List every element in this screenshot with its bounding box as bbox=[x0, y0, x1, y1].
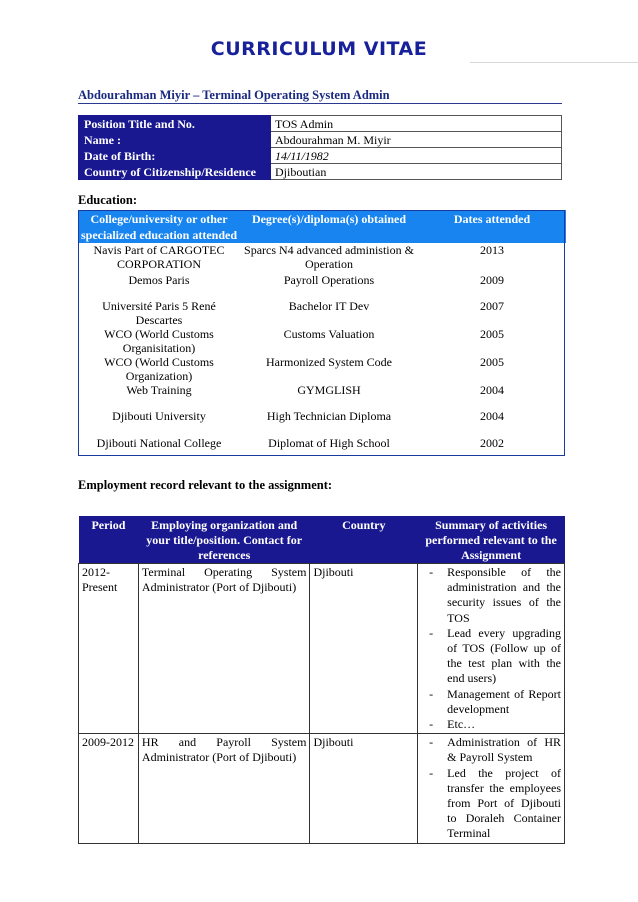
education-school: Navis Part of CARGOTEC CORPORATION bbox=[93, 243, 225, 271]
personal-info-table bbox=[78, 115, 562, 180]
education-col-school: College/university or other specialized education attended bbox=[78, 210, 240, 243]
subtitle-rule bbox=[78, 103, 562, 104]
employment-country: Djibouti bbox=[310, 734, 418, 843]
activities-list bbox=[421, 735, 561, 841]
activity-text: Management of Report development bbox=[447, 686, 561, 716]
list-item bbox=[421, 626, 561, 687]
dash-bullet: - bbox=[429, 625, 434, 640]
education-degree: Payroll Operations bbox=[283, 273, 375, 287]
info-row bbox=[79, 148, 562, 164]
dash-bullet: - bbox=[429, 735, 434, 750]
employment-table bbox=[78, 516, 565, 844]
activity-text: Etc… bbox=[447, 717, 476, 732]
title-rule bbox=[470, 62, 638, 63]
info-row bbox=[79, 132, 562, 148]
list-item bbox=[421, 766, 561, 842]
list-item bbox=[421, 735, 561, 765]
activity-text: Led the project of transfer the employees from Port of Djibouti to Doraleh Container Terminal bbox=[447, 765, 561, 841]
table-row bbox=[78, 327, 566, 355]
employment-col-organization: Employing organization and your title/position. Contact for references bbox=[138, 516, 310, 564]
list-item bbox=[421, 687, 561, 717]
education-date: 2009 bbox=[480, 273, 504, 287]
dash-bullet: - bbox=[429, 686, 434, 701]
education-degree: Bachelor IT Dev bbox=[288, 299, 370, 313]
table-row bbox=[78, 355, 566, 383]
education-col-degree: Degree(s)/diploma(s) obtained bbox=[240, 210, 418, 243]
education-table bbox=[78, 210, 566, 458]
info-label: Name : bbox=[79, 132, 271, 148]
info-value: Djiboutian bbox=[271, 164, 562, 180]
info-label: Country of Citizenship/Residence bbox=[79, 164, 271, 180]
employment-activities bbox=[418, 734, 565, 843]
employment-col-period: Period bbox=[79, 516, 139, 564]
education-date: 2004 bbox=[480, 383, 504, 397]
employment-period: 2009-2012 bbox=[79, 734, 139, 843]
info-value: TOS Admin bbox=[271, 116, 562, 132]
education-school: Université Paris 5 René Descartes bbox=[102, 299, 216, 327]
info-row bbox=[79, 164, 562, 180]
activities-list bbox=[421, 565, 561, 732]
education-school: WCO (World Customs Organisitation) bbox=[104, 327, 214, 355]
activity-text: Lead every upgrading of TOS (Follow up of the test plan with the end users) bbox=[447, 625, 561, 686]
education-degree: Diplomat of High School bbox=[268, 436, 390, 450]
education-degree: High Technician Diploma bbox=[266, 409, 392, 423]
table-row bbox=[78, 436, 566, 458]
info-label: Position Title and No. bbox=[79, 116, 271, 132]
document-subtitle: Abdourahman Miyir – Terminal Operating System Admin bbox=[78, 88, 390, 102]
table-row bbox=[78, 409, 566, 436]
dash-bullet: - bbox=[429, 565, 434, 579]
education-col-dates: Dates attended bbox=[418, 210, 566, 243]
education-date: 2007 bbox=[480, 299, 504, 313]
education-date: 2002 bbox=[480, 436, 504, 450]
info-row bbox=[79, 116, 562, 132]
education-date: 2005 bbox=[480, 355, 504, 369]
education-heading: Education: bbox=[78, 193, 138, 207]
education-school: WCO (World Customs Organization) bbox=[104, 355, 214, 383]
activity-text: Responsible of the administration and the security issues of the TOS bbox=[447, 565, 561, 625]
education-degree: GYMGLISH bbox=[297, 383, 361, 397]
employment-organization: Terminal Operating System Administrator (Port of Djibouti) bbox=[138, 564, 310, 734]
employment-activities bbox=[418, 564, 565, 734]
education-date: 2004 bbox=[480, 409, 504, 423]
education-school: Demos Paris bbox=[128, 273, 190, 287]
info-label: Date of Birth: bbox=[79, 148, 271, 164]
info-value: 14/11/1982 bbox=[271, 148, 562, 164]
employment-period: 2012-Present bbox=[79, 564, 139, 734]
table-row bbox=[78, 383, 566, 409]
employment-organization: HR and Payroll System Administrator (Port of Djibouti) bbox=[138, 734, 310, 843]
dash-bullet: - bbox=[429, 765, 434, 780]
employment-country: Djibouti bbox=[310, 564, 418, 734]
employment-header-row bbox=[79, 516, 565, 564]
list-item bbox=[421, 717, 561, 732]
education-degree: Sparcs N4 advanced administion & Operation bbox=[244, 243, 414, 271]
table-row bbox=[78, 243, 566, 273]
info-value: Abdourahman M. Miyir bbox=[271, 132, 562, 148]
employment-col-summary: Summary of activities performed relevant to the Assignment bbox=[418, 516, 565, 564]
employment-heading: Employment record relevant to the assignment: bbox=[78, 478, 333, 492]
activity-text: Administration of HR & Payroll System bbox=[447, 735, 561, 765]
document-title: CURRICULUM VITAE bbox=[210, 38, 428, 60]
education-degree: Customs Valuation bbox=[283, 327, 375, 341]
employment-col-country: Country bbox=[310, 516, 418, 564]
table-row bbox=[79, 734, 565, 843]
education-date: 2005 bbox=[480, 327, 504, 341]
list-item bbox=[421, 565, 561, 626]
education-date: 2013 bbox=[480, 243, 504, 257]
education-degree: Harmonized System Code bbox=[266, 355, 392, 369]
education-header-row bbox=[78, 210, 566, 243]
table-row bbox=[78, 273, 566, 299]
table-row bbox=[78, 299, 566, 327]
dash-bullet: - bbox=[429, 717, 434, 732]
education-school: Djibouti University bbox=[112, 409, 206, 423]
table-row bbox=[79, 564, 565, 734]
education-school: Web Training bbox=[126, 383, 192, 397]
education-school: Djibouti National College bbox=[96, 436, 222, 450]
